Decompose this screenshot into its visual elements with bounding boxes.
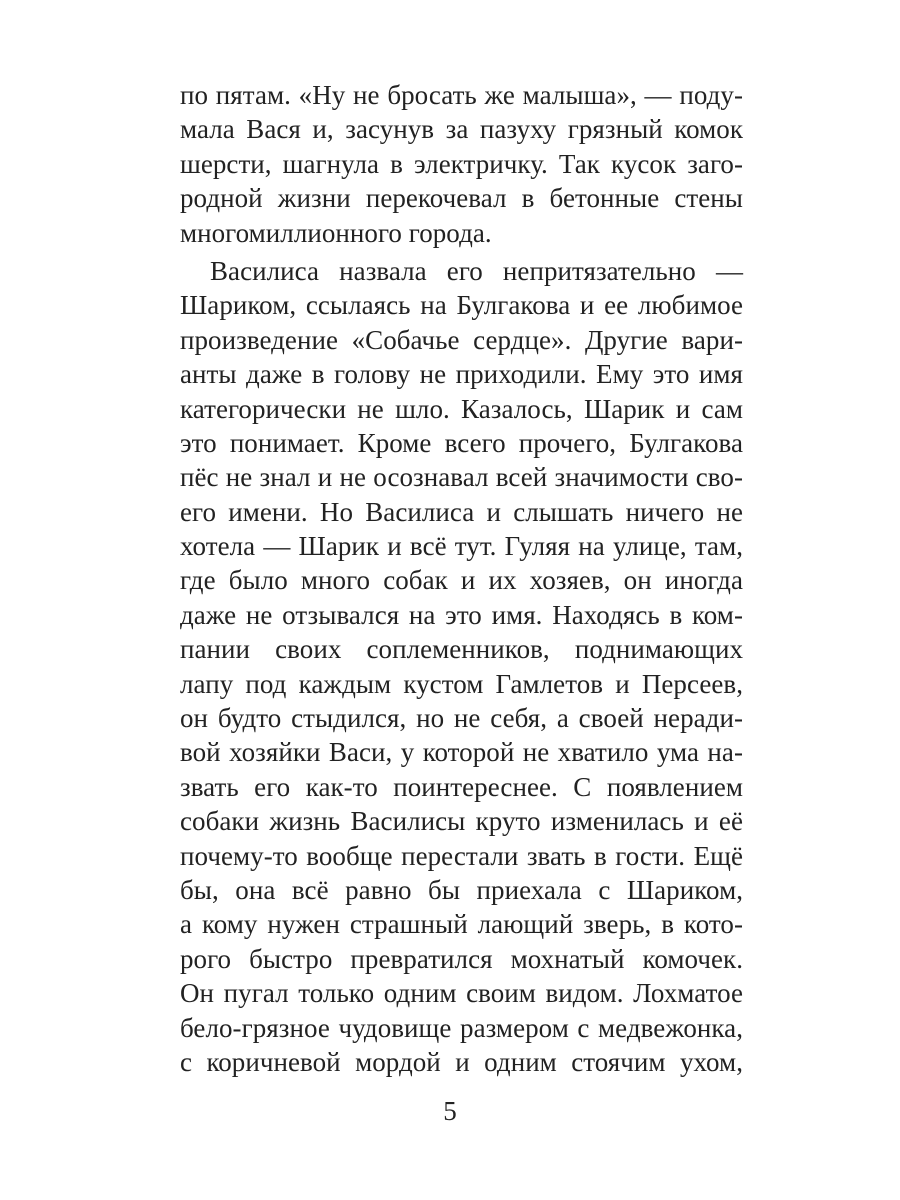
page-number: 5 xyxy=(443,1096,457,1126)
text-line: категорически не шло. Казалось, Шарик и сам xyxy=(180,393,743,424)
text-line: пёс не знал и не осознавал всей значимости сво- xyxy=(180,462,743,493)
text-line: почему-то вообще перестали звать в гости. Ещё xyxy=(180,840,743,871)
text-line: он будто стыдился, но не себя, а своей неради- xyxy=(180,703,743,734)
text-line: бело-грязное чудовище размером с медвежонка, xyxy=(180,1012,743,1043)
text-line: даже не отзывался на это имя. Находясь в ком- xyxy=(180,599,743,630)
text-line: лапу под каждым кустом Гамлетов и Персеев, xyxy=(180,668,743,699)
text-line: мала Вася и, засунув за пазуху грязный комок xyxy=(180,114,743,145)
text-line: Шариком, ссылаясь на Булгакова и ее любимое xyxy=(180,290,743,321)
text-line: пании своих соплеменников, поднимающих xyxy=(180,634,743,665)
text-line: хотела — Шарик и всё тут. Гуляя на улице, там, xyxy=(180,531,743,562)
paragraph-2 xyxy=(180,254,743,1079)
text-line: бы, она всё равно бы приехала с Шариком, xyxy=(180,874,743,905)
text-line: собаки жизнь Василисы круто изменилась и её xyxy=(180,806,743,837)
text-line: а кому нужен страшный лающий зверь, в кото- xyxy=(180,909,743,940)
text-line: Он пугал только одним своим видом. Лохматое xyxy=(180,978,743,1009)
text-line: его имени. Но Василиса и слышать ничего не xyxy=(180,496,743,527)
text-line: где было много собак и их хозяев, он иногда xyxy=(180,565,743,596)
text-line: шерсти, шагнула в электричку. Так кусок заго- xyxy=(180,148,743,179)
text-line: это понимает. Кроме всего прочего, Булгакова xyxy=(180,427,743,458)
text-line: вой хозяйки Васи, у которой не хватило ума на- xyxy=(180,737,743,768)
text-line: Василиса назвала его непритязательно — xyxy=(210,255,743,286)
text-line: анты даже в голову не приходили. Ему это имя xyxy=(180,359,743,390)
text-line: многомиллионного города. xyxy=(180,217,492,248)
paragraph-1 xyxy=(180,78,743,250)
text-line: по пятам. «Ну не бросать же малыша», — поду- xyxy=(180,80,743,110)
text-line: с коричневой мордой и одним стоячим ухом, xyxy=(180,1046,743,1077)
text-line: рого быстро превратился мохнатый комочек. xyxy=(180,943,743,974)
body-text xyxy=(180,78,743,1079)
text-line: родной жизни перекочевал в бетонные стены xyxy=(180,183,743,214)
text-line: произведение «Собачье сердце». Другие вари- xyxy=(180,324,743,355)
text-line: звать его как-то поинтереснее. С появлением xyxy=(180,771,743,802)
